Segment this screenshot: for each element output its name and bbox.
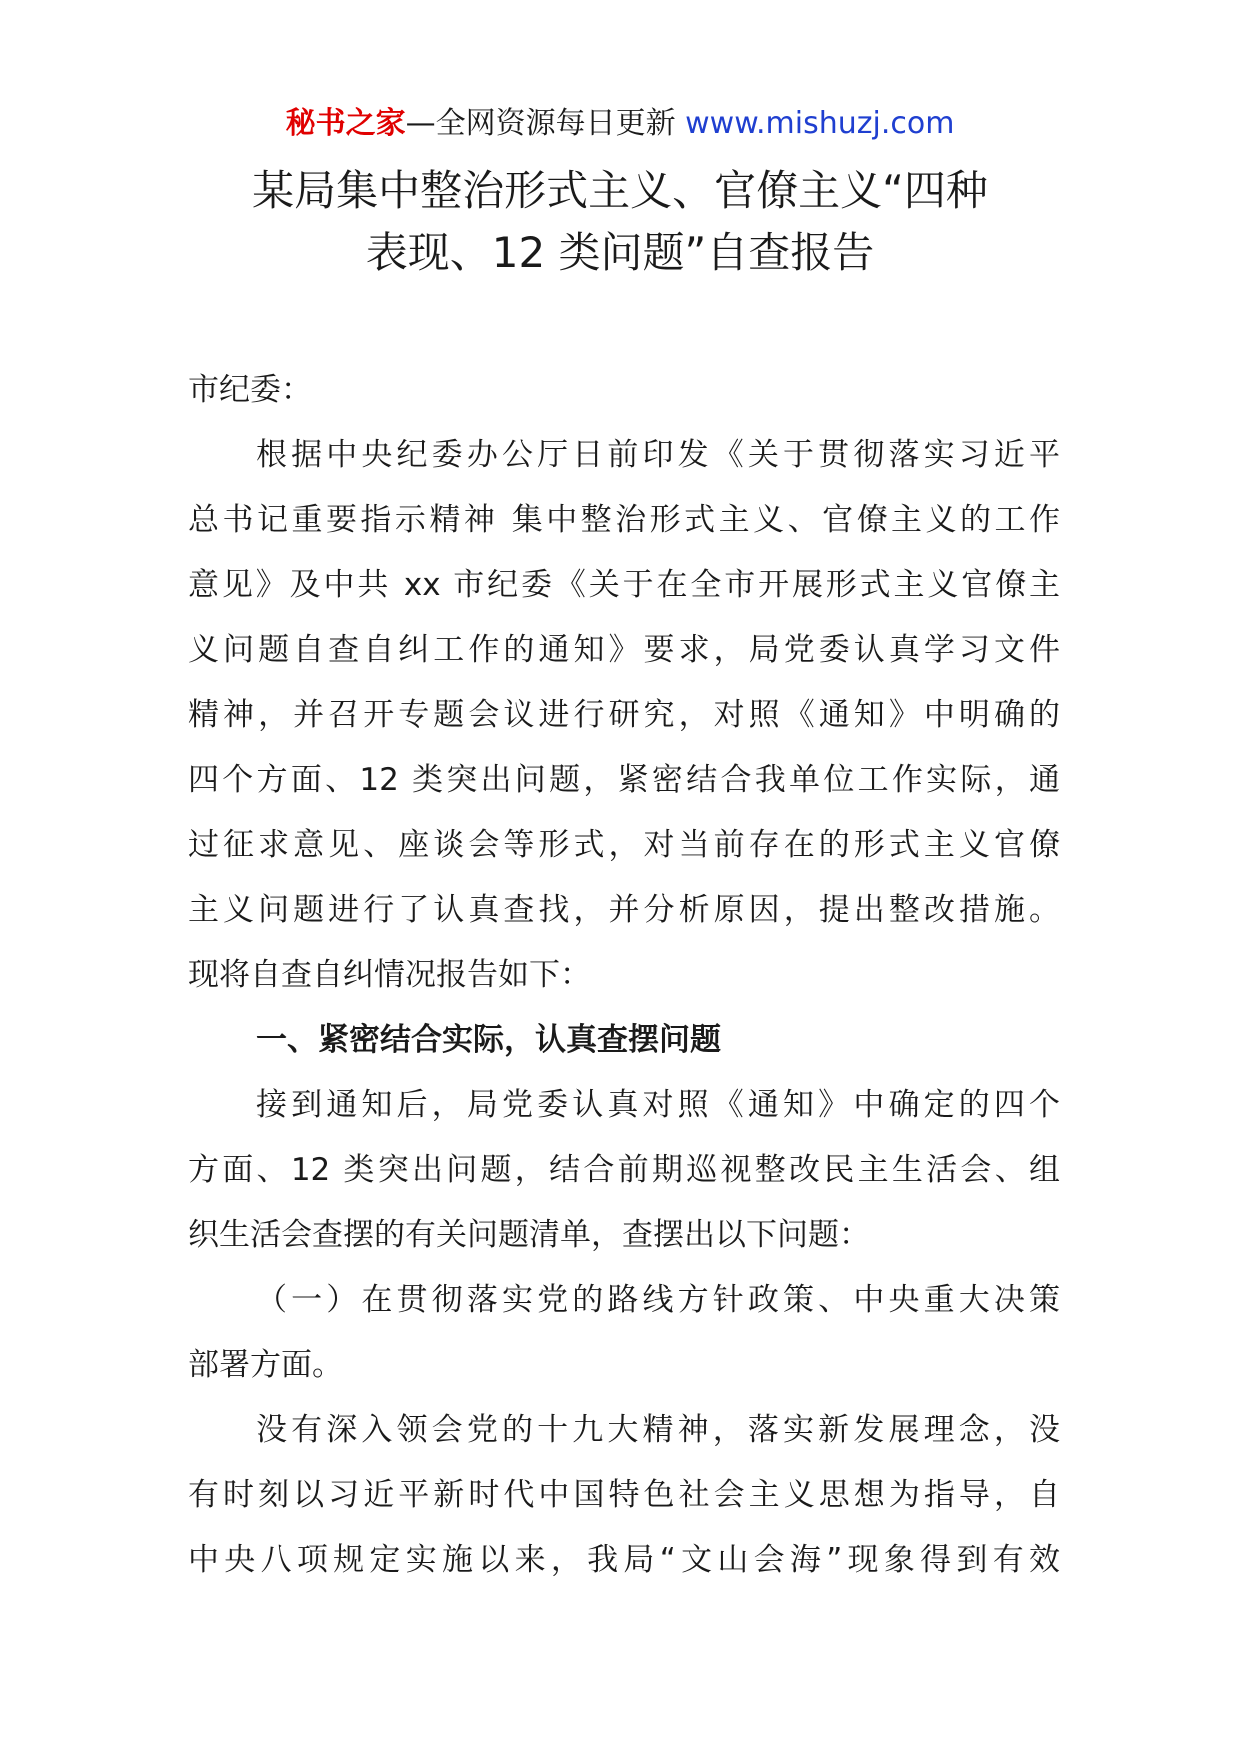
- text-line: （一）在贯彻落实党的路线方针政策、中央重大决策: [256, 1282, 1060, 1318]
- paragraph-intro: [188, 423, 1060, 1008]
- text-line: 意见》及中共 xx 市纪委《关于在全市开展形式主义官僚主: [188, 567, 1060, 603]
- text-line: 织生活会查摆的有关问题清单，查摆出以下问题：: [188, 1217, 870, 1253]
- text-line: 现将自查自纠情况报告如下：: [188, 957, 591, 993]
- text-line: 主义问题进行了认真查找，并分析原因，提出整改措施。: [188, 892, 1060, 928]
- document-title: [150, 160, 1090, 284]
- paragraph-implementation: [188, 1398, 1060, 1593]
- text-line: 过征求意见、座谈会等形式，对当前存在的形式主义官僚: [188, 827, 1060, 863]
- text-line: 义问题自查自纠工作的通知》要求，局党委认真学习文件: [188, 632, 1060, 668]
- title-line-2: 表现、12 类问题”自查报告: [365, 228, 875, 277]
- subsection-heading-1: [188, 1268, 1060, 1398]
- text-line: 精神，并召开专题会议进行研究，对照《通知》中明确的: [188, 697, 1060, 733]
- site-url[interactable]: www.mishuzj.com: [685, 106, 955, 141]
- text-line: 接到通知后，局党委认真对照《通知》中确定的四个: [256, 1087, 1060, 1123]
- salutation: [188, 358, 1060, 423]
- text-line: 方面、12 类突出问题，结合前期巡视整改民主生活会、组: [188, 1152, 1060, 1188]
- site-header: [0, 100, 1240, 148]
- text-line: 总书记重要指示精神 集中整治形式主义、官僚主义的工作: [188, 502, 1060, 538]
- text-line: 有时刻以习近平新时代中国特色社会主义思想为指导，自: [188, 1477, 1060, 1513]
- text-line: 中央八项规定实施以来，我局“文山会海”现象得到有效: [188, 1542, 1060, 1578]
- text-line: 根据中央纪委办公厅日前印发《关于贯彻落实习近平: [256, 437, 1060, 473]
- text-line: 四个方面、12 类突出问题，紧密结合我单位工作实际，通: [188, 762, 1060, 798]
- title-line-1: 某局集中整治形式主义、官僚主义“四种: [252, 166, 988, 215]
- salutation-text: 市纪委：: [188, 372, 312, 408]
- section-heading-1: 一、紧密结合实际，认真查摆问题: [256, 1022, 721, 1058]
- brand-name: 秘书之家: [285, 106, 406, 141]
- document-body: [188, 358, 1060, 1593]
- text-line: 没有深入领会党的十九大精神，落实新发展理念，没: [256, 1412, 1060, 1448]
- text-line: 部署方面。: [188, 1347, 343, 1383]
- paragraph-problems: [188, 1073, 1060, 1268]
- header-tagline: —全网资源每日更新: [405, 106, 686, 141]
